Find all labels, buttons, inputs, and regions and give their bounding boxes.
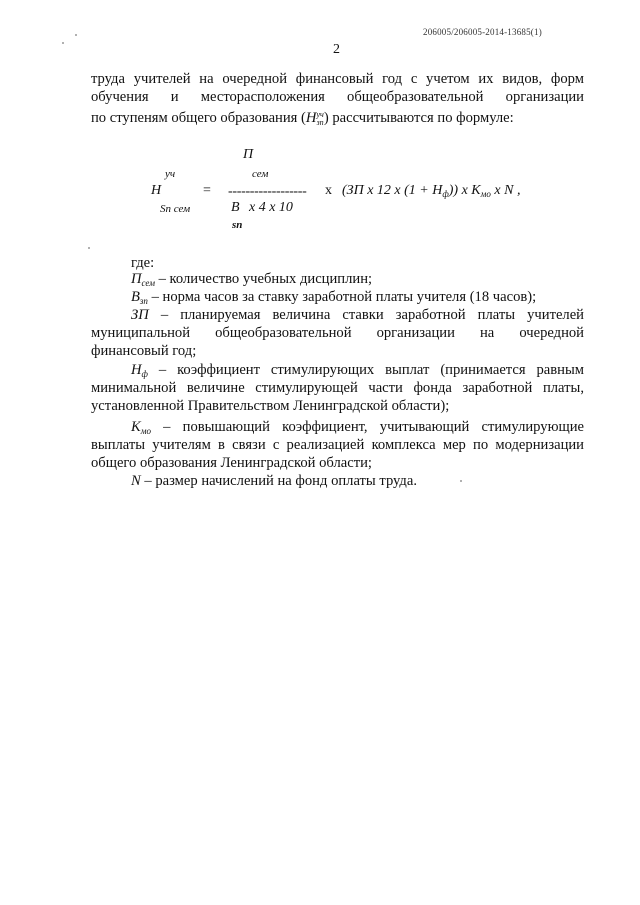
def-n: N – размер начислений на фонд оплаты труда.: [131, 473, 417, 489]
def-hf-line-1: $H_ф$ – коэффициент стимулирующих выплат (принимается равным: [131, 362, 584, 379]
scan-speck: [75, 34, 77, 36]
scan-speck: [88, 247, 90, 249]
formula-numerator-sub: сем: [252, 168, 269, 180]
symbol-h-up: H уч зп: [305, 109, 324, 127]
document-id: 206005/206005-2014-13685(1): [423, 27, 542, 37]
formula-denominator-sub: sп: [232, 219, 243, 231]
formula-lhs-sub: Sп сем: [160, 203, 191, 215]
def-p-sem: $П_{сем}$ – количество учебных дисциплин;: [131, 271, 373, 288]
page-number: 2: [333, 42, 340, 57]
intro-line-1: труда учителей на очередной финансовый год с учетом их видов, форм: [91, 71, 584, 87]
def-kmo-line-3: общего образования Ленинградской области;: [91, 455, 372, 471]
def-kmo-line-1: $K_{мо}$ – повышающий коэффициент, учитывающий стимулирующие: [131, 419, 584, 436]
def-zp-line-2: муниципальной общеобразовательной организации на очередной: [91, 325, 584, 341]
scan-speck: [460, 480, 462, 482]
formula-lhs-symbol: H: [151, 183, 162, 198]
formula-multiply: х: [325, 183, 332, 198]
formula-denominator-rest: х 4 х 10: [249, 200, 293, 215]
formula-rhs: (ЗП х 12 х $(1 + H_ф)$) х $K_{мо}$ х N ,: [342, 183, 521, 199]
intro-line-3: по ступеням общего образования (H уч зп ) рассчитываются по формуле:: [91, 109, 514, 127]
def-kmo-line-2: выплаты учителям в связи с реализацией комплекса мер по модернизации: [91, 437, 584, 453]
def-zp-line-3: финансовый год;: [91, 343, 197, 359]
def-b-zp: $В_{зп}$ – норма часов за ставку заработной платы учителя (18 часов);: [131, 289, 537, 306]
scan-speck: [62, 42, 64, 44]
formula-equals: =: [203, 183, 211, 198]
def-zp-line-1: ЗП – планируемая величина ставки заработной платы учителей: [131, 307, 584, 323]
def-hf-line-2: минимальной величине стимулирующей части фонда заработной платы,: [91, 380, 584, 396]
formula-lhs-sup: уч: [165, 168, 176, 180]
def-hf-line-3: установленной Правительством Ленинградской области);: [91, 398, 450, 414]
formula-numerator: П: [243, 147, 254, 162]
intro-line-2: обучения и месторасположения общеобразовательной организации: [91, 89, 584, 105]
formula-denominator-b: В: [231, 200, 240, 215]
where-label: где:: [131, 255, 155, 271]
formula-fraction-line: ------------------: [228, 184, 307, 199]
